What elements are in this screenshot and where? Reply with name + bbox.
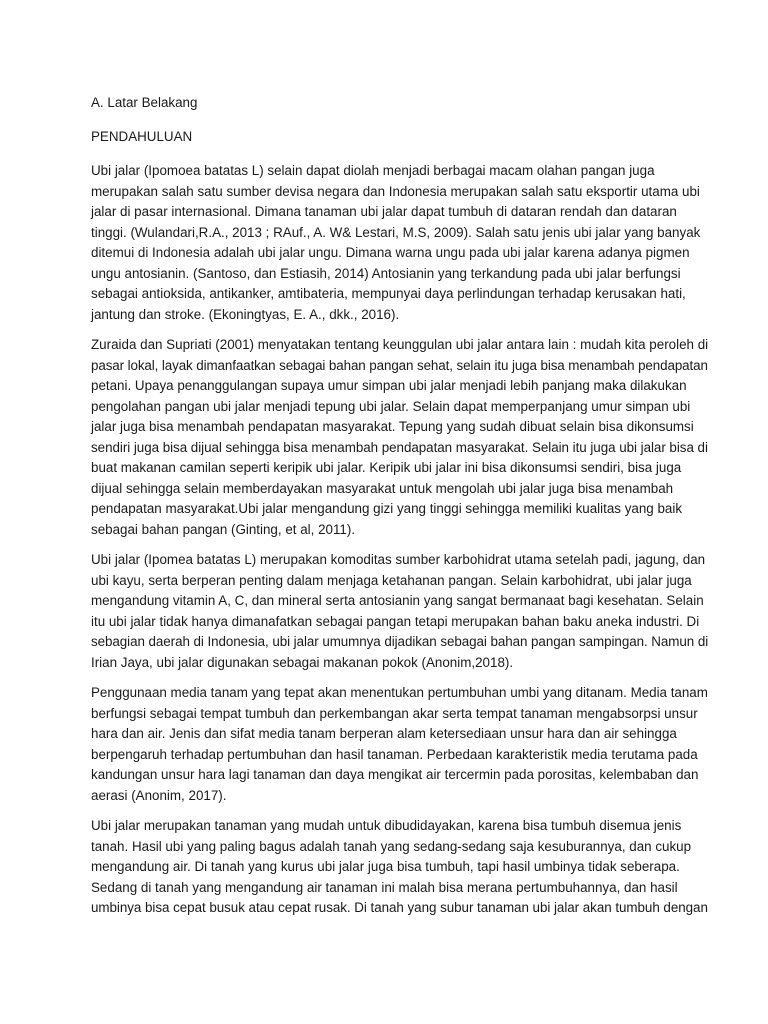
paragraph-line: petani. Upaya penanggulangan supaya umur simpan ubi jalar menjadi lebih panjang maka dilakukan xyxy=(91,378,687,393)
paragraph-line: mengandung air. Di tanah yang kurus ubi jalar juga bisa tumbuh, tapi hasil umbinya tidak seberapa. xyxy=(91,859,680,874)
paragraph-line: umbinya bisa cepat busuk atau cepat rusak. Di tanah yang subur tanaman ubi jalar akan tumbuh dengan xyxy=(91,900,708,915)
paragraph-line: Sedang di tanah yang mengandung air tanaman ini malah bisa merana pertumbuhannya, dan hasil xyxy=(91,879,678,895)
paragraph-line: tanah. Hasil ubi yang paling bagus adalah tanah yang sedang-sedang saja kesuburannya, dan cukup xyxy=(91,838,692,854)
paragraph-line: mengandung vitamin A, C, dan mineral serta antosianin yang sangat bermanaat bagi kesehatan. Selain xyxy=(91,593,704,608)
paragraph-line: jalar juga bisa menambah pendapatan masyarakat. Tepung yang sudah dibuat selain bisa dikonsumsi xyxy=(91,419,694,434)
paragraph-line: dijual sehingga selain memberdayakan masyarakat untuk mengolah ubi jalar juga bisa menambah xyxy=(91,480,674,496)
paragraph-line: hara dan air. Jenis dan sifat media tanam berperan alam ketersediaan unsur hara dan air sehingga xyxy=(91,726,677,741)
paragraph-line: berpengaruh terhadap pertumbuhan dan hasil tanaman. Perbedaan karakteristik media terutama pada xyxy=(91,746,698,762)
paragraph-line: jantung dan stroke. (Ekoningtyas, E. A., dkk., 2016). xyxy=(91,306,400,322)
paragraph-line: berfungsi sebagai tempat tumbuh dan perkembangan akar serta tempat tanaman mengabsorpsi unsur xyxy=(91,705,698,721)
body-paragraph xyxy=(91,161,701,325)
body-paragraph xyxy=(91,683,708,806)
paragraph-line: jalar di pasar internasional. Dimana tanaman ubi jalar dapat tumbuh di dataran rendah dan dataran xyxy=(91,204,677,219)
paragraph-line: Ubi jalar merupakan tanaman yang mudah untuk dibudidayakan, karena bisa tumbuh disemua jenis xyxy=(91,818,682,833)
paragraph-line: Ubi jalar (Ipomea batatas L) merupakan komoditas sumber karbohidrat utama setelah padi, jagung, dan xyxy=(91,552,706,567)
section-heading: A. Latar Belakang xyxy=(91,95,198,110)
paragraph-line: ungu antosianin. (Santoso, dan Estiasih, 2014) Antosianin yang terkandung pada ubi jalar berfungsi xyxy=(91,265,681,281)
body-paragraph xyxy=(91,335,709,540)
paragraph-line: Zuraida dan Supriati (2001) menyatakan tentang keunggulan ubi jalar antara lain : mudah kita peroleh di xyxy=(91,337,709,352)
document-title: PENDAHULUAN xyxy=(91,129,193,144)
body-paragraph xyxy=(91,550,709,673)
paragraph-line: pasar lokal, layak dimanfaatkan sebagai bahan pangan sehat, selain itu juga bisa menambah pendapatan xyxy=(91,357,708,373)
paragraph-line: buat makanan camilan seperti keripik ubi jalar. Keripik ubi jalar ini bisa dikonsumsi sendiri, bisa juga xyxy=(91,460,682,475)
paragraph-line: sebagian daerah di Indonesia, ubi jalar umumnya dijadikan sebagai bahan pangan sampingan. Namun di xyxy=(91,634,709,649)
document-body xyxy=(91,161,709,919)
paragraph-line: merupakan salah satu sumber devisa negara dan Indonesia merupakan salah satu eksportir utama ubi xyxy=(91,183,700,199)
paragraph-line: sendiri juga bisa dijual sehingga bisa menambah pendapatan masyarakat. Selain itu juga ubi jalar bisa di xyxy=(91,439,708,455)
body-paragraph xyxy=(91,816,708,919)
paragraph-line: kandungan unsur hara lagi tanaman dan daya mengikat air tercermin pada porositas, kelembaban dan xyxy=(91,767,699,782)
paragraph-line: sebagai bahan pangan (Ginting, et al, 2011). xyxy=(91,521,356,537)
paragraph-line: pendapatan masyarakat.Ubi jalar mengandung gizi yang tinggi sehingga memiliki kualitas yang baik xyxy=(91,501,683,516)
paragraph-line: Irian Jaya, ubi jalar digunakan sebagai makanan pokok (Anonim,2018). xyxy=(91,654,514,670)
paragraph-line: ditemui di Indonesia adalah ubi jalar ungu. Dimana warna ungu pada ubi jalar karena adanya pigmen xyxy=(91,245,690,260)
paragraph-line: aerasi (Anonim, 2017). xyxy=(91,787,227,803)
paragraph-line: sebagai antioksida, antikanker, amtibateria, mempunyai daya perlindungan terhadap kerusakan hati, xyxy=(91,286,686,301)
paragraph-line: Ubi jalar (Ipomoea batatas L) selain dapat diolah menjadi berbagai macam olahan pangan juga xyxy=(91,163,655,178)
paragraph-line: itu ubi jalar tidak hanya dimanafatkan sebagai pangan tetapi merupakan bahan baku aneka industri. Di xyxy=(91,613,700,629)
paragraph-line: tinggi. (Wulandari,R.A., 2013 ; RAuf., A. W& Lestari, M.S, 2009). Salah satu jenis ubi jalar yang banyak xyxy=(91,224,701,240)
paragraph-line: pengolahan pangan ubi jalar menjadi tepung ubi jalar. Selain dapat memperpanjang umur simpan ubi xyxy=(91,398,691,414)
paragraph-line: ubi kayu, serta berperan penting dalam menjaga ketahanan pangan. Selain karbohidrat, ubi jalar juga xyxy=(91,572,692,588)
paragraph-line: Penggunaan media tanam yang tepat akan menentukan pertumbuhan umbi yang ditanam. Media tanam xyxy=(91,685,708,700)
